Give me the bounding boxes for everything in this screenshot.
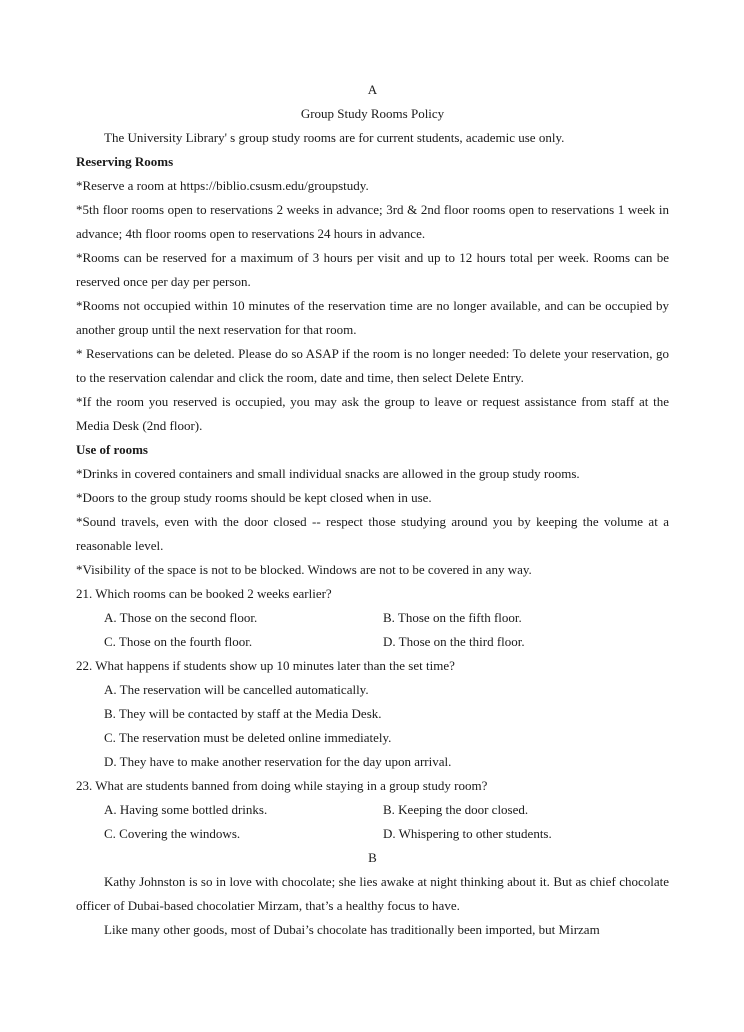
question-23-option-c: C. Covering the windows. [104, 826, 241, 841]
rule-no-show: *Rooms not occupied within 10 minutes of the reservation time are no longer available, and can be occupied by another group until the next reservation for that room. [76, 298, 669, 337]
rule-max-hours: *Rooms can be reserved for a maximum of 3 hours per visit and up to 12 hours total per week. Rooms can be reserved once per day per person. [76, 250, 669, 289]
question-21-option-c: C. Those on the fourth floor. [104, 634, 253, 649]
passage-a-title: Group Study Rooms Policy [300, 106, 445, 121]
question-22-option-c: C. The reservation must be deleted online immediately. [104, 730, 392, 745]
document-page [76, 78, 669, 942]
question-22-option-a: A. The reservation will be cancelled automatically. [104, 682, 369, 697]
question-22-option-b: B. They will be contacted by staff at the Media Desk. [104, 706, 382, 721]
question-21-stem: 21. Which rooms can be booked 2 weeks earlier? [76, 586, 332, 601]
question-21-options-row-1 [76, 606, 669, 630]
question-21-options-row-2 [76, 630, 669, 654]
section-heading-use: Use of rooms [76, 442, 148, 457]
question-23-option-d: D. Whispering to other students. [383, 826, 552, 841]
rule-visibility: *Visibility of the space is not to be blocked. Windows are not to be covered in any way. [76, 562, 532, 577]
rule-sound: *Sound travels, even with the door closed -- respect those studying around you by keeping the volume at a reasonable level. [76, 514, 669, 553]
question-23-stem: 23. What are students banned from doing while staying in a group study room? [76, 778, 488, 793]
section-heading-reserving: Reserving Rooms [76, 154, 174, 169]
question-22-option-d: D. They have to make another reservation for the day upon arrival. [104, 754, 452, 769]
passage-b-paragraph-2: Like many other goods, most of Dubai’s chocolate has traditionally been imported, but Mirzam [104, 922, 600, 937]
question-21-option-a: A. Those on the second floor. [104, 610, 258, 625]
question-21-option-d: D. Those on the third floor. [383, 634, 525, 649]
rule-occupied-room: *If the room you reserved is occupied, you may ask the group to leave or request assistance from staff at the Media Desk (2nd floor). [76, 394, 669, 433]
passage-a-intro: The University Library' s group study rooms are for current students, academic use only. [104, 130, 565, 145]
rule-reserve-link: *Reserve a room at https://biblio.csusm.edu/groupstudy. [76, 178, 369, 193]
rule-advance-booking: *5th floor rooms open to reservations 2 weeks in advance; 3rd & 2nd floor rooms open to reservations 1 week in advance; 4th floor rooms open to reservations 24 hours in advance. [76, 202, 669, 241]
rule-drinks: *Drinks in covered containers and small individual snacks are allowed in the group study rooms. [76, 466, 580, 481]
question-22-stem: 22. What happens if students show up 10 minutes later than the set time? [76, 658, 455, 673]
question-23-option-b: B. Keeping the door closed. [383, 802, 529, 817]
rule-doors: *Doors to the group study rooms should be kept closed when in use. [76, 490, 432, 505]
question-23-option-a: A. Having some bottled drinks. [104, 802, 268, 817]
question-21-option-b: B. Those on the fifth floor. [383, 610, 522, 625]
question-23-options-row-2 [76, 822, 669, 846]
rule-delete-reservation: * Reservations can be deleted. Please do so ASAP if the room is no longer needed: To delete your reservation, go to the reservation calendar and click the room, date and time, then select Delete Entry. [76, 346, 669, 385]
passage-b-letter: B [368, 850, 377, 865]
passage-a-letter: A [367, 82, 378, 97]
passage-b-paragraph-1: Kathy Johnston is so in love with chocolate; she lies awake at night thinking about it. But as chief chocolate officer of Dubai-based chocolatier Mirzam, that’s a healthy focus to have. [76, 874, 669, 913]
question-23-options-row-1 [76, 798, 669, 822]
